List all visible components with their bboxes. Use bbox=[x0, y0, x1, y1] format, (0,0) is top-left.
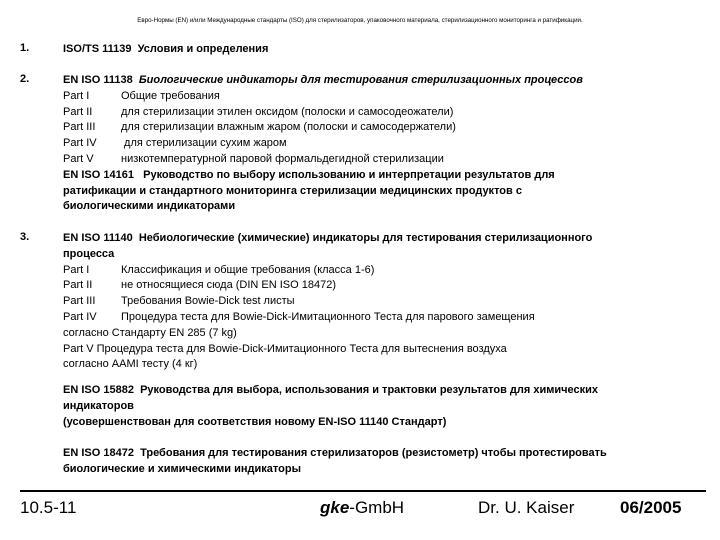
sub-standard-line: биологическими индикаторами bbox=[63, 200, 236, 213]
part-text: для стерилизации сухим жаром bbox=[121, 137, 287, 150]
item-3 bbox=[63, 231, 713, 373]
part-line-cont: согласно AAMI тесту (4 кг) bbox=[63, 358, 198, 371]
standard-15882 bbox=[63, 383, 713, 430]
part-text: Процедура теста для Bowie-Dick-Имитационного Теста для парового замещения bbox=[121, 310, 535, 323]
sub-standard-line: ратификации и стандартного мониторинга стерилизации медицинских продуктов с bbox=[63, 184, 522, 197]
footer-divider bbox=[20, 490, 706, 492]
part-text: Требования Bowie-Dick test листы bbox=[121, 295, 295, 308]
item-number: 1. bbox=[20, 42, 30, 54]
standard-line bbox=[63, 383, 713, 399]
standard-text: Руководства для выбора, использования и трактовки результатов для химических bbox=[140, 384, 598, 396]
part-label: Part III bbox=[63, 121, 96, 134]
part-text: не относящиеся сюда (DIN EN ISO 18472) bbox=[121, 279, 336, 292]
part-text: низкотемпературной паровой формальдегидной стерилизации bbox=[121, 152, 444, 165]
standard-code: EN ISO 15882 bbox=[63, 384, 134, 396]
sub-standard-text: Руководство по выбору использованию и интерпретации результатов для bbox=[143, 168, 555, 181]
date: 06/2005 bbox=[620, 498, 682, 517]
standard-line: биологические и химическими индикаторы bbox=[63, 462, 301, 475]
standard-code: EN ISO 18472 bbox=[63, 447, 134, 459]
part-label: Part V bbox=[63, 152, 94, 165]
part-label: Part I bbox=[63, 263, 90, 276]
sub-standard-line bbox=[63, 168, 713, 184]
item-1-title-line bbox=[63, 42, 713, 58]
standard-title-cont: процесса bbox=[63, 247, 115, 260]
part-label: Part II bbox=[63, 105, 93, 118]
standard-code: EN ISO 11140 bbox=[63, 232, 133, 244]
part-line bbox=[63, 278, 713, 294]
page-number: 10.5-11 bbox=[20, 498, 77, 517]
part-text: Классификация и общие требования (класса 1-6) bbox=[121, 263, 375, 276]
company-suffix: -GmbH bbox=[349, 498, 405, 517]
part-line-cont: согласно Стандарту EN 285 (7 kg) bbox=[63, 326, 237, 339]
part-line bbox=[63, 310, 713, 326]
document-header: Евро-Нормы (EN) и/или Международные стандарты (ISO) для стерилизаторов, упаковочного материала, стерилизационного мониторинга и ратификации. bbox=[137, 17, 583, 24]
item-2-title-line bbox=[63, 73, 713, 89]
item-number: 2. bbox=[20, 73, 30, 85]
part-line bbox=[63, 136, 713, 152]
standard-line bbox=[63, 446, 713, 462]
part-line bbox=[63, 152, 713, 168]
item-1 bbox=[63, 42, 713, 58]
company-name bbox=[320, 498, 404, 518]
standard-title: Небиологические (химические) индикаторы для тестирования стерилизационного bbox=[138, 232, 593, 244]
part-label: Part I bbox=[63, 89, 90, 102]
standard-title: Условия и определения bbox=[137, 43, 269, 55]
part-label: Part IV bbox=[63, 137, 97, 150]
part-line bbox=[63, 105, 713, 121]
standard-line: (усовершенствован для соответствия новому EN-ISO 11140 Стандарт) bbox=[63, 415, 447, 428]
part-line bbox=[63, 294, 713, 310]
part-line bbox=[63, 89, 713, 105]
item-2 bbox=[63, 73, 713, 215]
standard-code: EN ISO 11138 bbox=[63, 74, 133, 86]
standard-line: индикаторов bbox=[63, 399, 134, 412]
part-label: Part III bbox=[63, 295, 96, 308]
standard-text: Требования для тестирования стерилизаторов (резистометр) чтобы протестировать bbox=[140, 447, 607, 459]
company-logo: gke bbox=[320, 498, 350, 517]
item-number: 3. bbox=[20, 231, 30, 243]
item-3-title-line bbox=[63, 231, 713, 247]
part-text: для стерилизации этилен оксидом (полоски и самосодеожатели) bbox=[121, 105, 454, 118]
standard-title: Биологические индикаторы для тестирования стерилизационных процессов bbox=[138, 74, 583, 86]
part-text: для стерилизации влажным жаром (полоски и самосодержатели) bbox=[121, 121, 456, 134]
sub-standard-code: EN ISO 14161 bbox=[63, 168, 134, 181]
standard-18472 bbox=[63, 446, 713, 478]
part-line bbox=[63, 263, 713, 279]
standard-code: ISO/TS 11139 bbox=[63, 43, 132, 55]
part-text: Общие требования bbox=[121, 89, 220, 102]
part-label: Part II bbox=[63, 279, 93, 292]
part-line: Part V Процедура теста для Bowie-Dick-Имитационного Теста для вытеснения воздуха bbox=[63, 342, 507, 355]
author: Dr. U. Kaiser bbox=[478, 498, 575, 517]
part-line bbox=[63, 120, 713, 136]
part-label: Part IV bbox=[63, 310, 97, 323]
